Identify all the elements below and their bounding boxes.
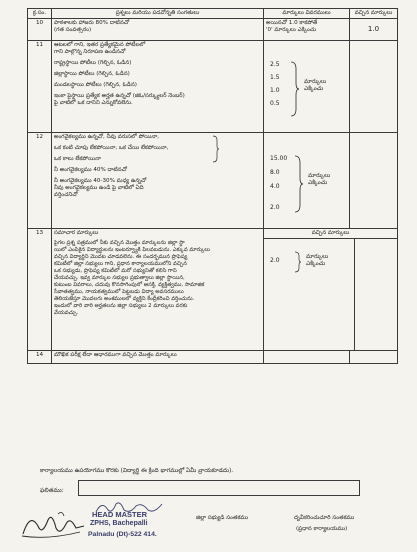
- row-10-description: [52, 19, 264, 41]
- row-14-marks: [264, 351, 350, 364]
- header-description: ప్రశ్నలు మరియు పదవోన్నతి సంగతులు: [52, 9, 264, 19]
- table-row-14: [28, 351, 398, 364]
- row-12-sno: 12: [28, 133, 52, 229]
- table-row-13: [28, 229, 398, 351]
- row-11-value: 1.0: [270, 87, 280, 94]
- row-13-marks: [264, 229, 398, 351]
- row-11-sno: 11: [28, 41, 52, 133]
- row-13-line: పైగల ప్రశ్న పత్రములో నీకు వచ్చిన మొత్తం మార్కులను జిల్లా స్థా: [54, 240, 185, 246]
- right-brace-icon: [294, 155, 304, 213]
- row-14-sno: 14: [28, 351, 52, 364]
- row-13-marks-label: ఎక్కించు: [306, 261, 326, 267]
- header-serial-no: క్ర.సం.: [28, 9, 52, 19]
- row-11-line: రాష్ట్రస్థాయి పోటీలు (గెల్చిన, ఓడిన): [54, 60, 132, 66]
- table-row-11: [28, 41, 398, 133]
- row-11-line: ఇంకా పైస్థాయి ప్రత్యేక అర్హత ఉన్నచో (జిఓ/సర్క్యులర్ నెంబర్): [54, 93, 185, 99]
- result-label: ఫలితము:: [40, 487, 64, 494]
- row-12-marks: [264, 133, 350, 229]
- row-12-line: అంగవైకల్యము ఉన్నచో, నీవు వరుసలో పోయినా,: [54, 134, 160, 140]
- row-13-line: వేయవచ్చు.: [54, 310, 79, 316]
- row-13-line: తెలియజేస్తూ మొదలగు అంశములలో వ్యక్తిని కేంద్రీకరించి వర్తించును.: [54, 296, 195, 302]
- row-11-value: 2.5: [270, 61, 280, 68]
- row-10-line: పాఠశాలకు హాజరు 80% దాటినచో: [54, 20, 130, 26]
- row-11-value: 1.5: [270, 74, 280, 81]
- row-12-line: ఒక కాలు లేకపోయినా: [54, 156, 101, 162]
- result-box[interactable]: [78, 480, 360, 496]
- row-10-marks-line: '0' మార్కులు ఎక్కించు: [266, 27, 317, 33]
- row-11-given: [350, 41, 398, 133]
- row-10-line: (గత సంవత్సరం): [54, 27, 92, 33]
- row-13-line: వచ్చిన విద్యార్థిని మొదట చూడవలెను. ఈ సందర్భమున ప్రొఫెష్య: [54, 254, 188, 260]
- row-10-given-value: 1.0: [367, 24, 380, 33]
- right-brace-icon: [294, 251, 302, 273]
- row-12-marks-label: ఎక్కించు: [308, 180, 328, 186]
- row-13-line: ఒక సభ్యుడు, ప్రొఫెష్య కమిటీలో మరో సభ్యునితో కలిసి గాని: [54, 268, 177, 274]
- right-brace-icon: [290, 61, 300, 117]
- table-row-10: [28, 19, 398, 41]
- right-brace-icon: [212, 135, 220, 163]
- marks-table: [27, 8, 398, 364]
- row-12-line: ఒక కంటి చూపు లేకపోయినా, ఒక చేయి లేకపోయినా,: [54, 145, 169, 151]
- row-10-sno: 10: [28, 19, 52, 41]
- row-11-marks-label: మార్కులు: [304, 79, 327, 85]
- row-13-marks-label: మార్కులు: [306, 254, 329, 260]
- row-13-sno: 13: [28, 229, 52, 351]
- row-12-line: నీ అంగవైకల్యము 40% దాటినచో: [54, 167, 127, 173]
- member-signature-label: జిల్లా సభ్యుడి సంతకము: [196, 515, 249, 521]
- row-14-given: [350, 351, 398, 364]
- row-12-description: [52, 133, 264, 229]
- headmaster-stamp-line3: Palnadu (Dt)-522 414.: [88, 531, 157, 538]
- row-11-marks-label: ఎక్కించు: [304, 86, 324, 92]
- signature-left-icon: [18, 506, 88, 542]
- row-11-line: మండలస్థాయి పోటీలు (గెల్చిన, ఓడిన): [54, 82, 137, 88]
- headmaster-stamp-line1: HEAD MASTER: [92, 510, 148, 519]
- header-marks-obtained: వచ్చిన మార్కులు: [350, 9, 398, 19]
- row-12-marks-label: మార్కులు: [308, 173, 331, 179]
- row-12-line: వర్తించనిచో: [54, 192, 78, 198]
- row-11-description: [52, 41, 264, 133]
- headmaster-stamp-line2: ZPHS, Bachepalli: [90, 520, 148, 527]
- row-13-line: కుటుంబ వివరాలు, చదువు కొనసాగింపులో ఆసక్తి, వ్యక్తిత్వము, సామాజిక: [54, 282, 205, 288]
- row-10-marks: [264, 19, 350, 41]
- row-13-line: సేవాతత్వము, నాయకత్వములో పెట్టబడు విద్యా అవసరములు: [54, 289, 184, 295]
- header-marks-details: మార్కులు వివరములు: [264, 9, 350, 19]
- row-14-description: [52, 351, 264, 364]
- row-13-marks-header: వచ్చిన మార్కులు: [264, 229, 397, 239]
- table-row-12: [28, 133, 398, 229]
- row-13-line: చేయవచ్చు. ఇవ్వ మార్కుల సభ్యుల ప్రభుత్వాలు జిల్లా స్థాయిన,: [54, 275, 185, 281]
- row-12-value: 2.0: [270, 204, 280, 211]
- row-11-marks: [264, 41, 350, 133]
- coordinator-signature-label: దృవీకరించుచూరి సంతకము: [294, 515, 355, 521]
- row-12-value: 8.0: [270, 169, 280, 176]
- row-12-value: 15.00: [270, 155, 288, 162]
- row-11-line: గాని పాల్గొన్న నిరూపణ ఉండినచో: [54, 49, 126, 55]
- row-11-line: జిల్లాస్థాయి పోటీలు (గెల్చిన, ఓడిన): [54, 71, 130, 77]
- row-11-value: 0.5: [270, 100, 280, 107]
- row-13-title: సమాచార మార్కులు: [54, 230, 99, 236]
- row-10-marks-line: అయినచో 1.0 కాకపోతే: [266, 20, 318, 26]
- row-13-description: [52, 229, 264, 351]
- row-13-line: ఇందులో వారి వారి అర్హతలను జిల్లా సభ్యులు 2 మార్కులు వరకు: [54, 303, 188, 309]
- office-use-note: కార్యాలయము ఉపయోగము కొరకు (విద్యార్థి ఈ క్రింది భాగముల్లో ఏమీ వ్రాయకూడదు).: [40, 468, 234, 474]
- row-14-line: మౌఖిక పరీక్ష లేదా ఆధారముగా వచ్చిన మొత్తం మార్కులు: [54, 352, 177, 358]
- row-10-given: [350, 19, 398, 41]
- row-12-line: నీ అంగవైకల్యము 40-30% మధ్య ఉన్నచో: [54, 178, 147, 184]
- row-12-given: [350, 133, 398, 229]
- table-header-row: [28, 9, 398, 19]
- row-13-value: 2.0: [270, 257, 280, 264]
- row-13-line: యిలో ఎంపికైన విద్యార్థులను ఇంటర్వ్యూకి పిలవబడును. ఎక్కువ మార్కులు: [54, 247, 211, 253]
- row-11-line: పై వాటిలో ఒక దానిని ఎన్నుకోవలెను.: [54, 100, 133, 106]
- row-12-value: 4.0: [270, 183, 280, 190]
- row-12-line: నీవు అంగవైకల్యము ఉండి పై వాటిలో ఏది: [54, 185, 144, 191]
- row-11-line: ఆటలలో గాని, ఇతర ప్రత్యేకమైన పోటీలలో: [54, 42, 146, 48]
- row-13-line: కమిటీలో జిల్లా సభ్యులు గాని, ప్రధాన కార్యాలయములోని వచ్చిన: [54, 261, 187, 267]
- coordinator-office-label: (ప్రధాన కార్యాలయము): [296, 526, 348, 532]
